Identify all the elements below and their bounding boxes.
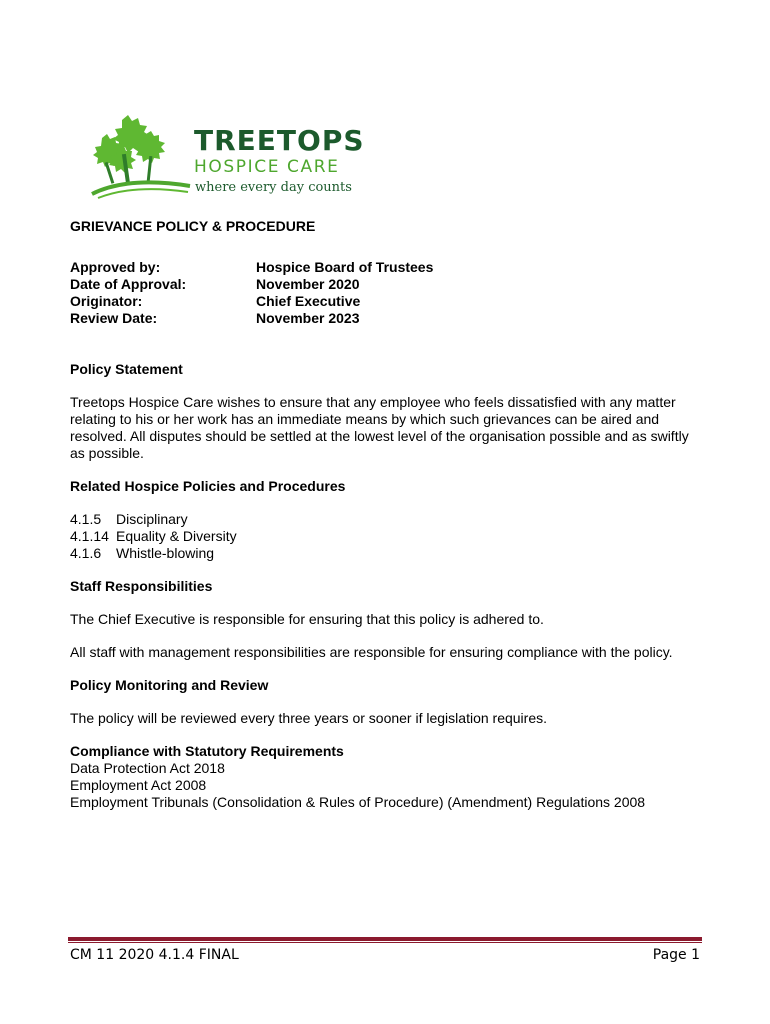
meta-row-originator <box>70 293 700 310</box>
monitoring-text: The policy will be reviewed every three years or sooner if legislation requires. <box>70 710 547 726</box>
related-policies-list <box>70 511 700 562</box>
policy-statement-text: Treetops Hospice Care wishes to ensure that any employee who feels dissatisfied with any matter relating to his or her work has an immediate means by which such grievances can be aired and resolved. All disputes should be settled at the lowest level of the organisation possible and as swiftly as possible. <box>70 394 689 461</box>
section-heading: Related Hospice Policies and Procedures <box>70 478 346 494</box>
statute-item: Employment Act 2008 <box>70 777 207 793</box>
document-body <box>70 218 700 811</box>
meta-row-review-date <box>70 310 700 327</box>
footer-divider-thin <box>68 942 702 943</box>
meta-label: Approved by: <box>70 259 161 275</box>
meta-label: Review Date: <box>70 310 158 326</box>
policy-name: Disciplinary <box>116 511 188 527</box>
statute-item: Data Protection Act 2018 <box>70 760 225 776</box>
page-footer <box>70 947 700 963</box>
staff-paragraph-1: The Chief Executive is responsible for ensuring that this policy is adhered to. <box>70 611 544 627</box>
meta-row-approved-by <box>70 259 700 276</box>
section-monitoring-review <box>70 677 700 727</box>
section-staff-responsibilities <box>70 578 700 661</box>
logo-wordmark <box>194 126 365 198</box>
meta-label: Originator: <box>70 293 143 309</box>
treetops-logo <box>88 114 365 200</box>
section-heading: Policy Statement <box>70 361 183 377</box>
list-item <box>70 511 700 528</box>
meta-label: Date of Approval: <box>70 276 187 292</box>
document-title: GRIEVANCE POLICY & PROCEDURE <box>70 218 316 234</box>
logo-name: TREETOPS <box>194 124 365 157</box>
document-reference: CM 11 2020 4.1.4 FINAL <box>70 947 239 963</box>
policy-number: 4.1.14 <box>70 528 109 544</box>
policy-name: Whistle-blowing <box>116 545 215 561</box>
meta-value: November 2023 <box>256 310 360 326</box>
policy-number: 4.1.5 <box>70 511 102 527</box>
statute-item: Employment Tribunals (Consolidation & Rules of Procedure) (Amendment) Regulations 2008 <box>70 794 646 810</box>
section-policy-statement <box>70 361 700 462</box>
staff-paragraph-2: All staff with management responsibilities are responsible for ensuring compliance with the policy. <box>70 644 673 660</box>
approval-details <box>70 259 700 327</box>
list-item <box>70 528 700 545</box>
meta-value: November 2020 <box>256 276 360 292</box>
list-item <box>70 545 700 562</box>
meta-value: Hospice Board of Trustees <box>256 259 434 275</box>
policy-name: Equality & Diversity <box>116 528 237 544</box>
policy-number: 4.1.6 <box>70 545 102 561</box>
logo-subname: HOSPICE CARE <box>194 157 340 177</box>
section-heading: Policy Monitoring and Review <box>70 677 269 693</box>
meta-row-date-of-approval <box>70 276 700 293</box>
meta-value: Chief Executive <box>256 293 361 309</box>
section-related-policies <box>70 478 700 562</box>
page-number: Page 1 <box>652 947 700 963</box>
section-statutory-compliance <box>70 743 700 811</box>
section-heading: Compliance with Statutory Requirements <box>70 743 344 759</box>
logo-tagline: where every day counts <box>195 180 352 195</box>
footer-divider <box>68 937 702 941</box>
section-heading: Staff Responsibilities <box>70 578 213 594</box>
tree-icon <box>88 114 194 200</box>
